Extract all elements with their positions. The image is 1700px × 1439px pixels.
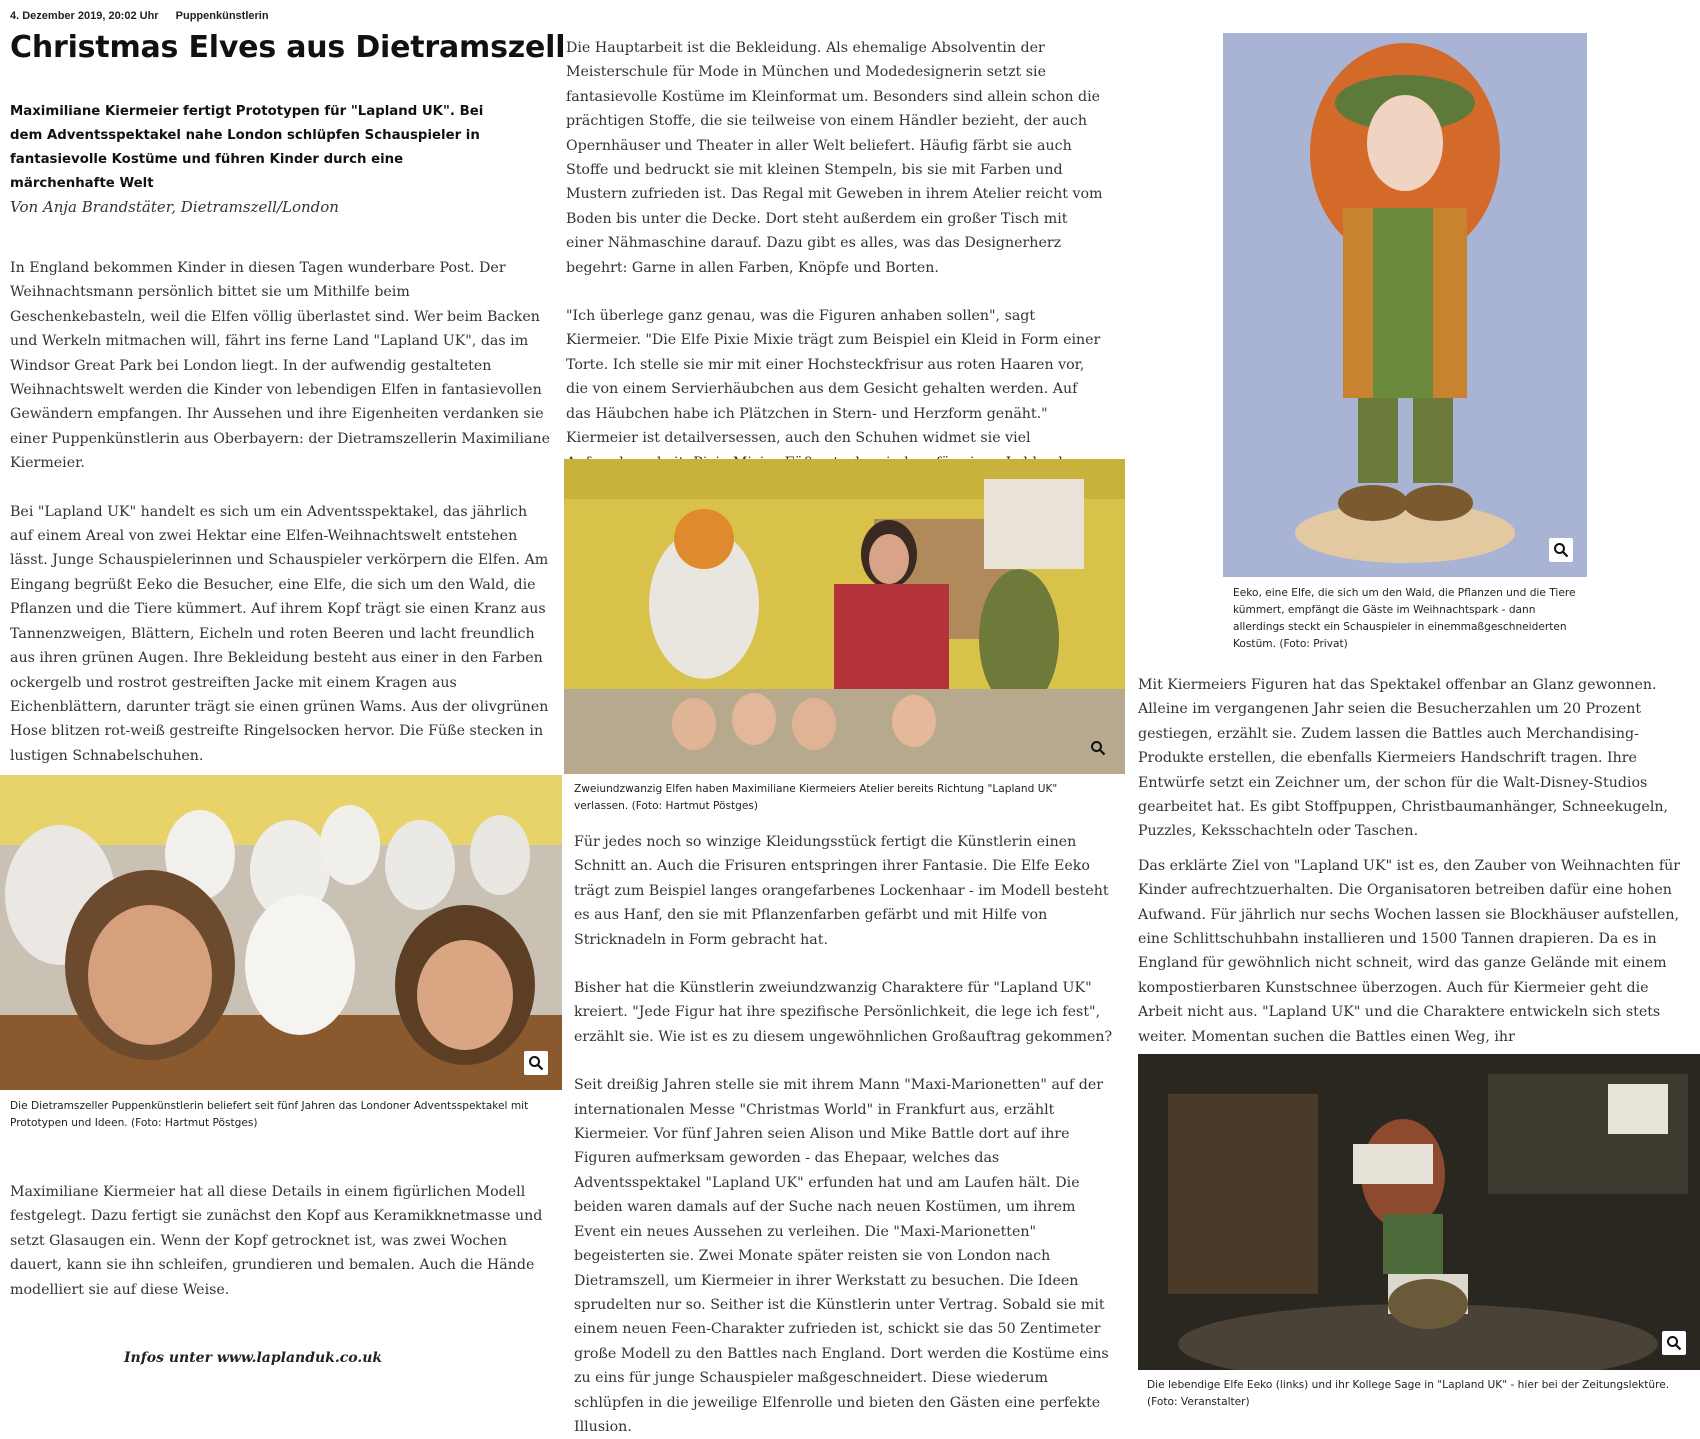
column-1-text-b bbox=[10, 1180, 545, 1302]
infos-link[interactable]: Infos unter www.laplanduk.co.uk bbox=[124, 1350, 383, 1366]
magnifier-icon bbox=[1553, 542, 1569, 558]
article-category: Puppenkünstlerin bbox=[175, 10, 269, 22]
paragraph: In England bekommen Kinder in diesen Tagen wunderbare Post. Der Weihnachtsmann persönlich bittet sie um Mithilfe beim Geschenkebasteln, weil die Elfen völlig überlastet sind. Wer beim Backen und Werkeln mitmachen will, fährt ins ferne Land "Lapland UK", das im Windsor Great Park bei London liegt. In der aufwendig gestalteten Weihnachtswelt werden die Kinder von lebendigen Elfen in fantasievollen Gewändern empfangen. Ihr Aussehen und ihre Eigenheiten verdanken sie einer Puppenkünstlerin aus Oberbayern: der Dietramszellerin Maximiliane Kiermeier. bbox=[10, 260, 550, 472]
photo-eeko-doll bbox=[1223, 33, 1587, 577]
paragraph: Für jedes noch so winzige Kleidungsstück fertigt die Künstlerin einen Schnitt an. Auch die Frisuren entspringen ihrer Fantasie. Die Elfe Eeko trägt zum Beispiel langes orangefarbenes Lockenhaar - im Modell besteht es aus Hanf, den sie mit Pflanzenfarben gefärbt und mit Hilfe von Stricknadeln in Form gebracht hat. bbox=[574, 834, 1109, 948]
column-1-text bbox=[10, 256, 550, 768]
magnifier-icon bbox=[1666, 1335, 1682, 1351]
article-date: 4. Dezember 2019, 20:02 Uhr bbox=[10, 10, 159, 22]
zoom-button[interactable] bbox=[1662, 1331, 1686, 1355]
magnifier-icon bbox=[528, 1055, 544, 1071]
caption-lapland-elves: Die lebendige Elfe Eeko (links) und ihr Kollege Sage in "Lapland UK" - hier bei der Zeitungslektüre. (Foto: Veranstalter) bbox=[1147, 1379, 1670, 1408]
article-meta bbox=[10, 10, 269, 22]
zoom-button[interactable] bbox=[524, 1051, 548, 1075]
caption-atelier: Zweiundzwanzig Elfen haben Maximiliane Kiermeiers Atelier bereits Richtung "Lapland UK" verlassen. (Foto: Hartmut Pöstges) bbox=[574, 783, 1058, 812]
column-2-text bbox=[566, 36, 1106, 499]
article-byline: Von Anja Brandstäter, Dietramszell/London bbox=[10, 198, 339, 216]
paragraph: Seit dreißig Jahren stelle sie mit ihrem Mann "Maxi-Marionetten" auf der internationalen Messe "Christmas World" in Frankfurt aus, erzählt Kiermeier. Vor fünf Jahren seien Alison und Mike Battle dort auf ihre Figuren aufmerksam geworden - das Ehepaar, welches das Adventsspektakel "Lapland UK" erfunden hat und am Laufen hält. Die beiden waren damals auf der Suche nach neuen Kostümen, um ihrem Event ein neues Aussehen zu verleihen. Die "Maxi-Marionetten" begeisterten sie. Zwei Monate später reisten sie von London nach Dietramszell, um Kiermeier in ihrer Werkstatt zu besuchen. Die Ideen sprudelten nur so. Seither ist die Künstlerin unter Vertrag. Sobald sie mit einem neuen Feen-Charakter zufrieden ist, schickt sie das 50 Zentimeter große Modell zu den Battles nach England. Dort werden die Kostüme eins zu eins für junge Schauspieler maßgeschneidert. Diese wiederum schlüpfen in die jeweilige Elfenrolle und bieten den Gästen eine perfekte Illusion. bbox=[574, 1077, 1109, 1435]
column-3-text bbox=[1138, 673, 1688, 1074]
photo-lapland-elves bbox=[1138, 1054, 1700, 1370]
zoom-button[interactable] bbox=[1549, 538, 1573, 562]
paragraph: Die Hauptarbeit ist die Bekleidung. Als ehemalige Absolventin der Meisterschule für Mode in München und Modedesignerin setzt sie fantasievolle Kostüme im Kleinformat um. Besonders sind allein schon die prächtigen Stoffe, die sie teilweise von einem Händler bezieht, der auch Opernhäuser und Theater in aller Welt beliefert. Häufig färbt sie auch Stoffe und bedruckt sie mit kleinen Stempeln, bis sie mit Farben und Mustern zufrieden ist. Das Regal mit Geweben in ihrem Atelier reicht vom Boden bis unter die Decke. Dort steht außerdem ein großer Tisch mit einer Nähmaschine darauf. Dazu gibt es alles, was das Designerherz begehrt: Garne in allen Farben, Knöpfe und Borten. bbox=[566, 40, 1103, 276]
photo-puppet-heads bbox=[0, 775, 562, 1090]
paragraph: Mit Kiermeiers Figuren hat das Spektakel offenbar an Glanz gewonnen. Alleine im vergangenen Jahr seien die Besucherzahlen um 20 Prozent gestiegen, erzählt sie. Zudem lassen die Battles auch Merchandising-Produkte erstellen, die ebenfalls Kiermeiers Handschrift tragen. Ihre Entwürfe setzt ein Zeichner um, der schon für die Walt-Disney-Studios gearbeitet hat. Es gibt Stoffpuppen, Christbaumanhänger, Schneekugeln, Puzzles, Keksschachteln oder Taschen. bbox=[1138, 677, 1669, 840]
paragraph: "Ich überlege ganz genau, was die Figuren anhaben sollen", sagt Kiermeier. "Die Elfe Pixie Mixie trägt zum Beispiel ein Kleid in Form einer Torte. Ich stelle sie mir mit einer Hochsteckfrisur aus roten Haaren vor, die von einem Servierhäubchen aus dem Gesicht gehalten werden. Auf das Häubchen habe ich Plätzchen in Stern- und Herzform genäht." Kiermeier ist detailversessen, auch den Schuhen widmet sie viel bbox=[566, 308, 1101, 447]
photo-atelier bbox=[564, 459, 1125, 774]
article-title: Christmas Elves aus Dietramszell bbox=[10, 30, 566, 65]
paragraph: Bei "Lapland UK" handelt es sich um ein Adventsspektakel, das jährlich auf einem Areal von zwei Hektar eine Elfen-Weihnachtswelt entstehen lässt. Junge Schauspielerinnen und Schauspieler verkörpern die Elfen. Am Eingang begrüßt Eeko die Besucher, eine Elfe, die sich um den Wald, die Pflanzen und die Tiere kümmert. Auf ihrem Kopf trägt sie einen Kranz aus Tannenzweigen, Blättern, Eicheln und roten Beeren und lacht freundlich aus ihren grünen Augen. Ihre Bekleidung besteht aus einer in den Farben ockergelb und rostrot gestreiften Jacke mit einem Kragen aus Eichenblättern, darunter trägt sie einen grünen Wams. Aus der olivgrünen Hose blitzen rot-weiß gestreifte Ringelsocken hervor. Die Füße stecken in lustigen Schnabelschuhen. bbox=[10, 503, 549, 764]
zoom-button[interactable] bbox=[1086, 736, 1110, 760]
paragraph: Das erklärte Ziel von "Lapland UK" ist es, den Zauber von Weihnachten für Kinder aufrechtzuerhalten. Die Organisatoren betreiben dafür eine hohen Aufwand. Für jährlich nur sechs Wochen lassen sie Blockhäuser aufstellen, eine Schlittschuhbahn installieren und 1500 Tannen drapieren. Da es in England für gewöhnlich nicht schneit, wird das ganze Gelände mit einem kompostierbaren Kunstschnee überzogen. Auch für Kiermeier geht die Arbeit nicht aus. "Lapland UK" und die Charaktere entwickeln sich stets weiter. Momentan suchen die Battles einen Weg, ihr bbox=[1138, 857, 1680, 1045]
article-lead: Maximiliane Kiermeier fertigt Prototypen für "Lapland UK". Bei dem Adventsspektakel nahe London schlüpfen Schauspieler in fantasievolle Kostüme und führen Kinder durch eine märchenhafte Welt bbox=[10, 104, 484, 191]
paragraph: Maximiliane Kiermeier hat all diese Details in einem figürlichen Modell festgelegt. Dazu fertigt sie zunächst den Kopf aus Keramikknetmasse und setzt Glasaugen ein. Wenn der Kopf getrocknet ist, was zwei Wochen dauert, kann sie ihn schleifen, grundieren und bemalen. Auch die Hände modelliert sie auf diese Weise. bbox=[10, 1184, 543, 1298]
caption-puppet-heads: Die Dietramszeller Puppenkünstlerin beliefert seit fünf Jahren das Londoner Adventsspektakel mit Prototypen und Ideen. (Foto: Hartmut Pöstges) bbox=[10, 1100, 529, 1129]
caption-eeko-doll: Eeko, eine Elfe, die sich um den Wald, die Pflanzen und die Tiere kümmert, empfängt die Gäste im Weihnachtspark - dann allerdings steckt ein Schauspieler in einemmaßgeschneiderten Kostüm. (Foto: Privat) bbox=[1233, 587, 1576, 650]
magnifier-icon bbox=[1090, 740, 1106, 756]
column-2-text-b bbox=[574, 830, 1120, 1439]
paragraph: Bisher hat die Künstlerin zweiundzwanzig Charaktere für "Lapland UK" kreiert. "Jede Figur hat ihre spezifische Persönlichkeit, die lege ich fest", erzählt sie. Wie ist es zu diesem ungewöhnlichen Großauftrag gekommen? bbox=[574, 980, 1113, 1045]
